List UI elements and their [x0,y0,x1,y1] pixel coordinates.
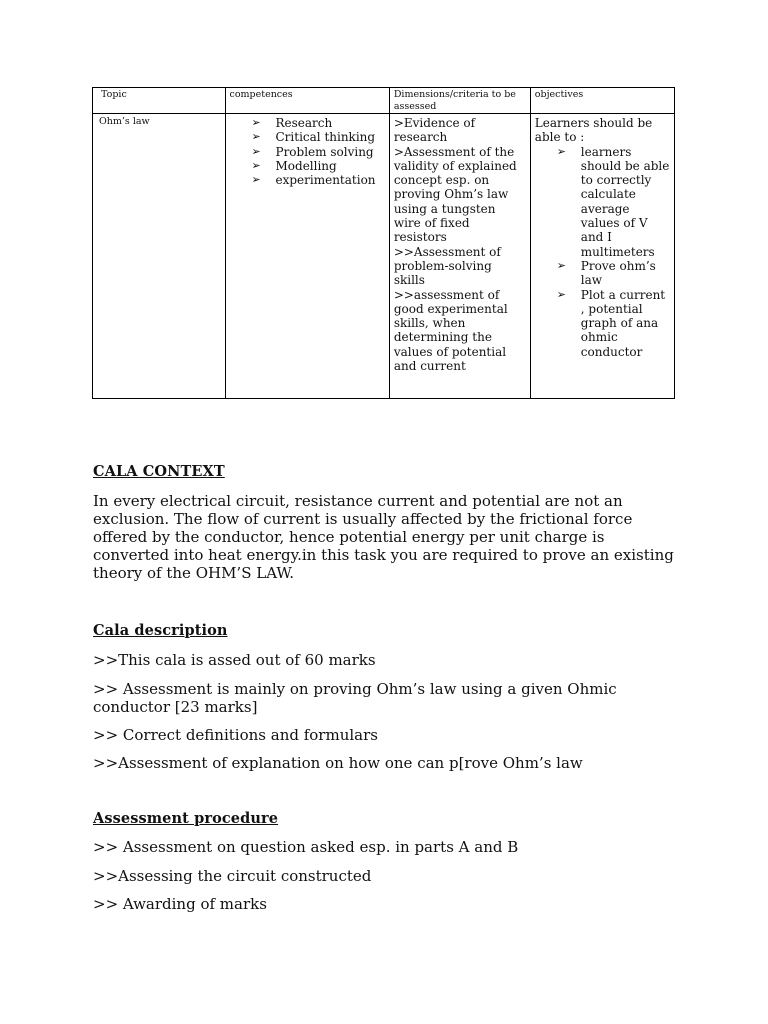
procedure-item: >> Awarding of marks [93,895,267,913]
list-item [557,259,670,288]
arrow-bullet-icon: ➢ [556,287,567,301]
list-item [252,116,385,130]
criterion-text: >Evidence of research [393,116,476,145]
header-objectives: objectives [530,88,674,114]
procedure-item: >>Assessing the circuit constructed [93,867,372,885]
objectives-cell [530,114,674,399]
competences-list [230,116,385,187]
arrow-bullet-icon: ➢ [556,258,567,272]
criteria-cell [389,114,530,399]
table-header-row [93,88,675,114]
objective-text: Plot a current , potential graph of ana ohmic conductor [580,287,666,359]
objective-text: learners should be able to correctly calculate average values of V and I multimeters [580,144,670,259]
competences-cell [225,114,389,399]
competence-text: Research [275,116,333,130]
description-item: >> Correct definitions and formulars [93,726,378,744]
competence-text: experimentation [275,173,376,188]
header-criteria: Dimensions/criteria to be assessed [389,88,530,114]
arrow-bullet-icon: ➢ [251,130,261,144]
arrow-bullet-icon: ➢ [251,158,261,172]
assessment-table [92,87,675,399]
description-item: >> Assessment is mainly on proving Ohm’s law using a given Ohmic conductor [23 marks] [93,680,617,716]
list-item [252,130,385,144]
competence-text: Critical thinking [275,130,376,145]
topic-cell: Ohm’s law [93,114,226,399]
objectives-list [535,145,670,359]
objectives-intro: Learners should be able to : [534,116,653,145]
procedure-item: >> Assessment on question asked esp. in parts A and B [93,838,519,856]
criterion-text: >>assessment of good experimental skills, when determining the values of potential and current [393,287,508,374]
list-item [252,159,385,173]
arrow-bullet-icon: ➢ [556,144,567,158]
header-topic: Topic [93,88,226,114]
arrow-bullet-icon: ➢ [251,144,261,158]
list-item [252,173,385,187]
list-item [557,288,670,359]
table-row [93,114,675,399]
arrow-bullet-icon: ➢ [251,116,261,129]
criterion-text: >>Assessment of problem-solving skills [393,244,501,288]
criterion-text: >Assessment of the validity of explained concept esp. on proving Ohm’s law using a tungsten wire of fixed resistors [393,144,517,245]
objective-text: Prove ohm’s law [580,258,656,288]
description-item: >>Assessment of explanation on how one can p[rove Ohm’s law [93,754,583,772]
competence-text: Problem solving [275,144,374,159]
list-item [252,145,385,159]
cala-description-title: Cala description [93,622,228,639]
list-item [557,145,670,259]
header-competences: competences [225,88,389,114]
arrow-bullet-icon: ➢ [251,173,261,187]
cala-context-title: CALA CONTEXT [93,463,225,480]
competence-text: Modelling [275,158,337,173]
assessment-procedure-title: Assessment procedure [93,810,279,827]
cala-context-paragraph: In every electrical circuit, resistance current and potential are not an exclusion. The flow of current is usually affected by the frictional force offered by the conductor, hence potential energy per unit charge is converted into heat energy.in this task you are required to prove an existing theory of the OHM’S LAW. [93,492,674,582]
description-item: >>This cala is assed out of 60 marks [93,651,376,669]
